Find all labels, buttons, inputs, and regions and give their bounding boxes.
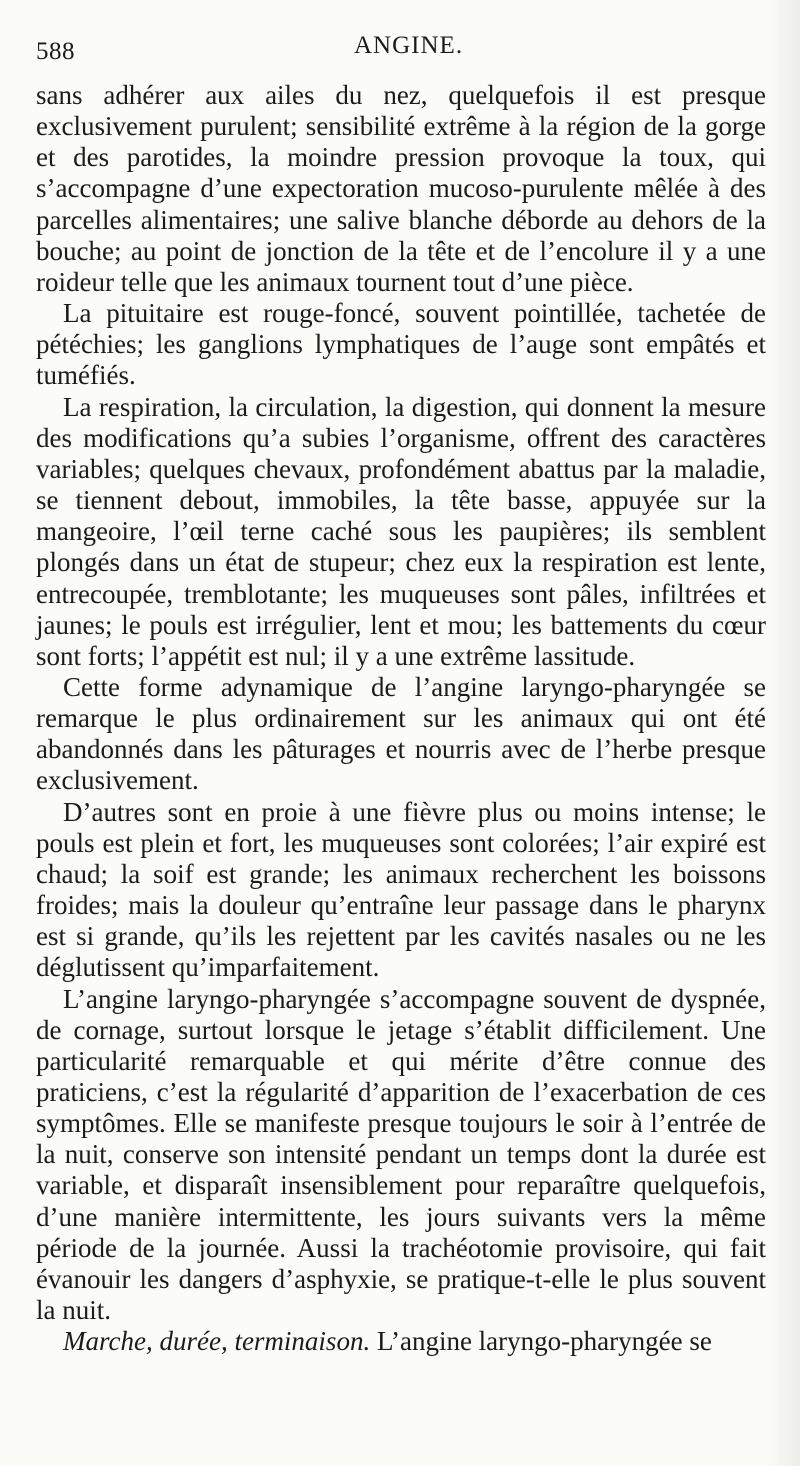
paragraph-dyspnee: L’angine laryngo-pharyngée s’accompagne souvent de dyspnée, de cornage, surtout lorsque le jetage s’établit difficilement. Une particularité remarquable et qui mérite d’être connue des praticiens, c’est la régularité d’apparition de l’exacerbation de ces symptômes. Elle se manifeste presque toujours le soir à l’entrée de la nuit, conserve son intensité pendant un temps dont la durée est variable, et disparaît insensiblement pour reparaître quelquefois, d’une manière intermittente, les jours suivants vers la même période de la journée. Aussi la trachéotomie provisoire, qui fait évanouir les dangers d’asphyxie, se pratique-t-elle le plus souvent la nuit. [36,983,766,1326]
page-edge-shadow [766,0,800,1466]
header-title: ANGINE. [354,32,464,59]
paragraph-marche-text: L’angine laryngo-pharyngée se [376,1326,712,1357]
paragraph-respiration: La respiration, la circulation, la digestion, qui donnent la mesure des modifications qu’a subies l’organisme, offrent des caractères variables; quelques chevaux, profondément abattus par la maladie, se tiennent debout, immobiles, la tête basse, appuyée sur la mangeoire, l’œil terne caché sous les paupières; ils semblent plongés dans un état de stupeur; chez eux la respiration est lente, entrecoupée, tremblotante; les muqueuses sont pâles, infiltrées et jaunes; le pouls est irrégulier, lent et mou; les battements du cœur sont forts; l’appétit est nul; il y a une extrême lassitude. [36,391,766,671]
running-head [36,30,766,70]
section-heading-marche: Marche, durée, terminaison. [63,1326,371,1357]
paragraph-fievre: D’autres sont en proie à une fièvre plus ou moins intense; le pouls est plein et fort, les muqueuses sont colorées; l’air expiré est chaud; la soif est grande; les animaux recherchent les boissons froides; mais la douleur qu’entraîne leur passage dans le pharynx est si grande, qu’ils les rejettent par les cavités nasales ou ne les déglutissent qu’imparfaitement. [36,796,766,983]
paragraph-pituitaire: La pituitaire est rouge-foncé, souvent pointillée, tachetée de pétéchies; les ganglions lymphatiques de l’auge sont empâtés et tuméfiés. [36,298,766,391]
page-number: 588 [36,38,75,65]
paragraph-forme-adynamique: Cette forme adynamique de l’angine laryngo-pharyngée se remarque le plus ordinairement sur les animaux qui ont été abandonnés dans les pâturages et nourris avec de l’herbe presque exclusivement. [36,671,766,796]
paragraph-continued: sans adhérer aux ailes du nez, quelquefois il est presque exclusivement purulent; sensibilité extrême à la région de la gorge et des parotides, la moindre pression provoque la toux, qui s’accompagne d’une expectoration mucoso-purulente mêlée à des parcelles alimentaires; une salive blanche déborde au dehors de la bouche; au point de jonction de la tête et de l’encolure il y a une roideur telle que les animaux tournent tout d’une pièce. [36,80,766,297]
paragraph-marche [36,1326,766,1357]
body-text [36,80,766,1357]
book-page [36,30,766,1357]
